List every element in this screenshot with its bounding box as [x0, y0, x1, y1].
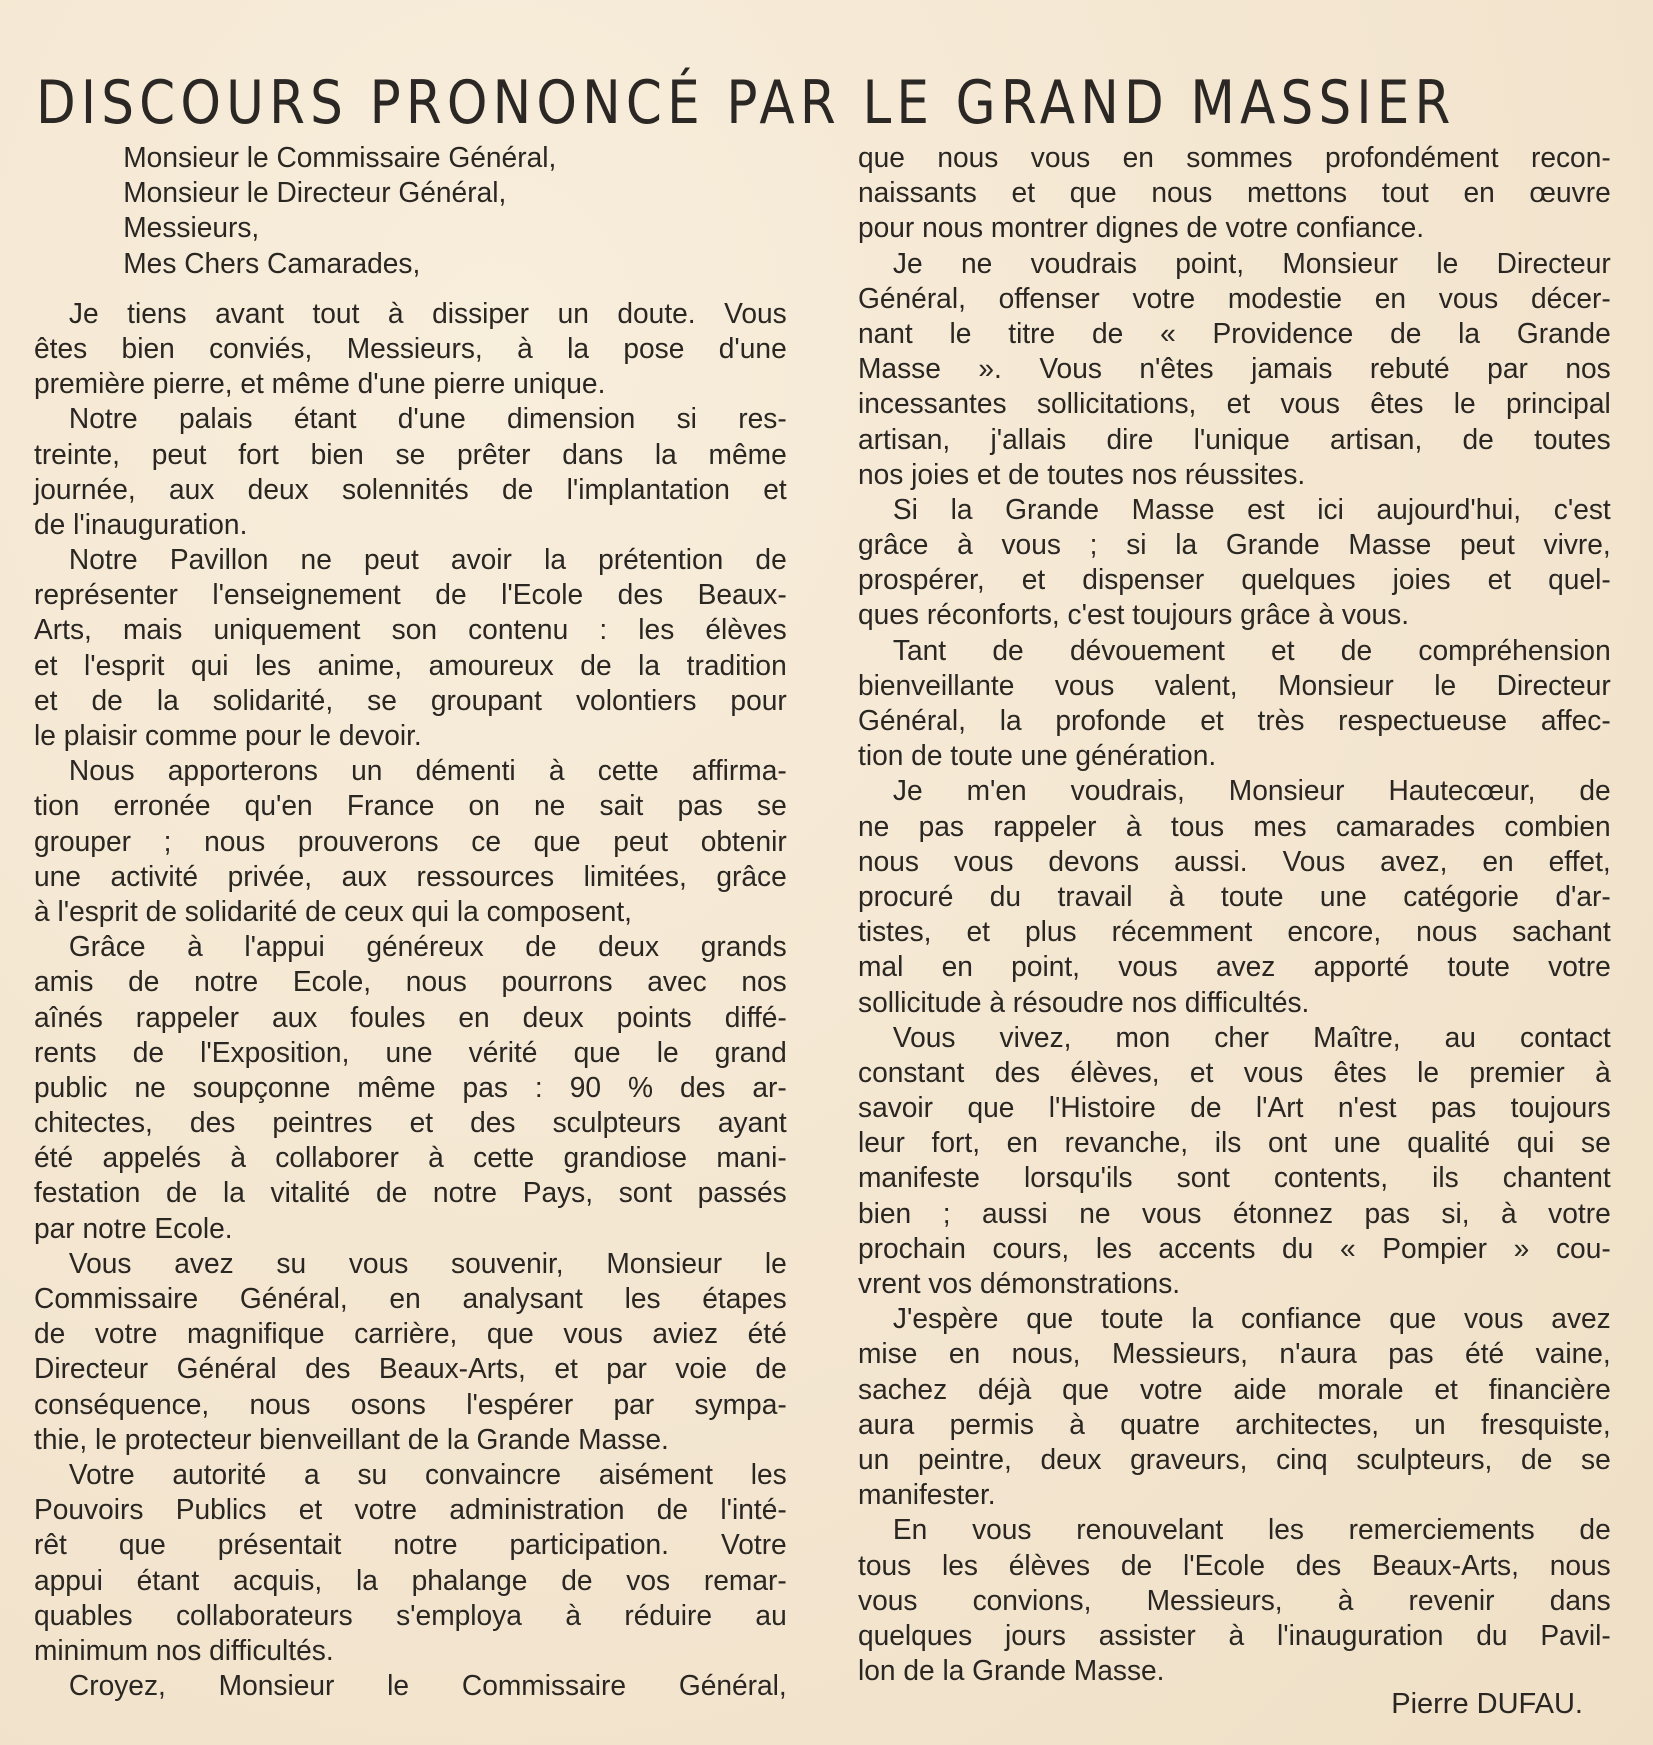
text-line: une activité privée, aux ressources limitées, grâce	[34, 860, 787, 893]
signature: Pierre DUFAU.	[1391, 1688, 1583, 1720]
salutation-block	[34, 141, 810, 282]
right-column-body	[858, 141, 1634, 1689]
text-line: bienveillante vous valent, Monsieur le Directeur	[858, 669, 1611, 702]
text-line: que nous vous en sommes profondément recon-	[858, 142, 1611, 174]
text-line: grâce à vous ; si la Grande Masse peut vivre,	[858, 529, 1611, 562]
text-line: de l'inauguration.	[34, 508, 248, 541]
text-line: êtes bien conviés, Messieurs, à la pose d'une	[34, 332, 787, 365]
text-line: quables collaborateurs s'employa à réduire au	[34, 1599, 787, 1632]
text-line: rents de l'Exposition, une vérité que le grand	[34, 1036, 787, 1069]
text-line: ne pas rappeler à tous mes camarades combien	[858, 810, 1611, 843]
text-line: Je m'en voudrais, Monsieur Hautecœur, de	[892, 775, 1611, 808]
text-line: Tant de dévouement et de compréhension	[892, 634, 1611, 667]
text-line: quelques jours assister à l'inauguration du Pavil-	[858, 1619, 1611, 1652]
text-line: procuré du travail à toute une catégorie d'ar-	[858, 880, 1611, 913]
text-line: minimum nos difficultés.	[34, 1634, 334, 1667]
text-line: chitectes, des peintres et des sculpteurs ayant	[34, 1107, 787, 1140]
text-line: public ne soupçonne même pas : 90 % des ar-	[34, 1071, 787, 1104]
text-line: Général, offenser votre modestie en vous décer-	[858, 282, 1611, 315]
text-line: Votre autorité a su convaincre aisément les	[68, 1458, 787, 1491]
text-line: Notre Pavillon ne peut avoir la prétention de	[68, 544, 787, 577]
text-line: été appelés à collaborer à cette grandiose mani-	[34, 1142, 787, 1175]
text-line: mal en point, vous avez apporté toute votre	[858, 951, 1611, 984]
spacer	[34, 282, 810, 297]
text-line: incessantes sollicitations, et vous êtes le principal	[858, 388, 1611, 421]
article-title: DISCOURS PRONONCÉ PAR LE GRAND MASSIER	[36, 68, 1456, 139]
salutation-line: Monsieur le Commissaire Général,	[123, 142, 557, 174]
right-column	[858, 141, 1634, 1689]
text-line: nos joies et de toutes nos réussites.	[858, 458, 1306, 491]
text-line: mise en nous, Messieurs, n'aura pas été vaine,	[858, 1338, 1611, 1371]
text-line: vous convions, Messieurs, à revenir dans	[858, 1584, 1611, 1617]
text-line: Général, la profonde et très respectueuse affec-	[858, 705, 1611, 737]
text-line: grouper ; nous prouverons ce que peut obtenir	[34, 825, 787, 858]
text-line: Je ne voudrais point, Monsieur le Directeur	[892, 247, 1611, 280]
text-line: vrent vos démonstrations.	[858, 1268, 1181, 1300]
text-line: tion de toute une génération.	[858, 740, 1217, 773]
text-line: tion erronée qu'en France on ne sait pas se	[34, 790, 787, 823]
text-line: manifester.	[858, 1479, 996, 1512]
text-line: Directeur Général des Beaux-Arts, et par voie de	[34, 1353, 787, 1386]
text-line: pour nous montrer dignes de votre confiance.	[858, 212, 1425, 245]
text-line: J'espère que toute la confiance que vous avez	[892, 1303, 1611, 1336]
left-column	[34, 141, 810, 1704]
text-line: Si la Grande Masse est ici aujourd'hui, c'est	[892, 493, 1611, 526]
text-line: manifeste lorsqu'ils sont contents, ils chantent	[858, 1162, 1611, 1195]
text-line: bien ; aussi ne vous étonnez pas si, à votre	[858, 1197, 1611, 1230]
text-line: Vous avez su vous souvenir, Monsieur le	[68, 1247, 787, 1280]
salutation-line: Mes Chers Camarades,	[123, 247, 421, 280]
text-line: amis de notre Ecole, nous pourrons avec nos	[34, 966, 787, 999]
text-line: sollicitude à résoudre nos difficultés.	[858, 986, 1310, 1019]
text-line: constant des élèves, et vous êtes le premier à	[858, 1056, 1611, 1089]
text-line: journée, aux deux solennités de l'implantation et	[34, 473, 787, 506]
left-column-body	[34, 297, 810, 1705]
text-line: un peintre, deux graveurs, cinq sculpteurs, de se	[858, 1443, 1611, 1476]
salutation-line: Messieurs,	[123, 212, 260, 245]
text-line: Nous apporterons un démenti à cette affirma-	[68, 755, 787, 788]
text-line: et l'esprit qui les anime, amoureux de la tradition	[34, 649, 787, 682]
text-line: tistes, et plus récemment encore, nous sachant	[858, 916, 1611, 949]
text-line: représenter l'enseignement de l'Ecole des Beaux-	[34, 579, 787, 612]
text-line: rêt que présentait notre participation. Votre	[34, 1529, 787, 1562]
text-line: savoir que l'Histoire de l'Art n'est pas toujours	[858, 1092, 1611, 1125]
text-line: conséquence, nous osons l'espérer par sympa-	[34, 1388, 787, 1421]
text-line: nous vous devons aussi. Vous avez, en effet,	[858, 845, 1611, 878]
text-line: par notre Ecole.	[34, 1212, 233, 1245]
text-line: En vous renouvelant les remerciements de	[892, 1514, 1611, 1547]
text-line: sachez déjà que votre aide morale et financière	[858, 1373, 1611, 1406]
text-line: appui étant acquis, la phalange de vos remar-	[34, 1564, 787, 1597]
text-line: aînés rappeler aux foules en deux points diffé-	[34, 1001, 787, 1034]
text-line: festation de la vitalité de notre Pays, sont passés	[34, 1177, 787, 1210]
text-line: Croyez, Monsieur le Commissaire Général,	[68, 1670, 787, 1703]
text-line: ques réconforts, c'est toujours grâce à vous.	[858, 599, 1410, 632]
text-line: première pierre, et même d'une pierre unique.	[34, 368, 606, 401]
text-line: prochain cours, les accents du « Pompier » cou-	[858, 1232, 1611, 1265]
text-line: naissants et que nous mettons tout en œuvre	[858, 177, 1611, 210]
text-line: Masse ». Vous n'êtes jamais rebuté par nos	[858, 353, 1611, 386]
text-line: lon de la Grande Masse.	[858, 1655, 1165, 1688]
text-line: Grâce à l'appui généreux de deux grands	[68, 931, 787, 964]
text-line: Commissaire Général, en analysant les étapes	[34, 1283, 787, 1315]
text-line: Arts, mais uniquement son contenu : les élèves	[34, 614, 787, 647]
text-line: artisan, j'allais dire l'unique artisan, de toutes	[858, 423, 1611, 456]
text-line: le plaisir comme pour le devoir.	[34, 720, 422, 752]
text-line: thie, le protecteur bienveillant de la Grande Masse.	[34, 1423, 669, 1456]
text-line: Notre palais étant d'une dimension si res-	[68, 403, 787, 436]
text-line: Pouvoirs Publics et votre administration de l'inté-	[34, 1494, 787, 1527]
text-line: nant le titre de « Providence de la Grande	[858, 317, 1611, 350]
text-line: à l'esprit de solidarité de ceux qui la composent,	[34, 895, 633, 928]
text-line: leur fort, en revanche, ils ont une qualité qui se	[858, 1127, 1611, 1160]
text-line: tous les élèves de l'Ecole des Beaux-Arts, nous	[858, 1549, 1611, 1582]
text-line: aura permis à quatre architectes, un fresquiste,	[858, 1408, 1611, 1441]
text-line: treinte, peut fort bien se prêter dans la même	[34, 438, 787, 471]
text-line: Je tiens avant tout à dissiper un doute. Vous	[68, 297, 787, 330]
text-line: de votre magnifique carrière, que vous aviez été	[34, 1318, 787, 1351]
text-line: et de la solidarité, se groupant volontiers pour	[34, 684, 787, 717]
text-line: prospérer, et dispenser quelques joies et quel-	[858, 564, 1611, 597]
salutation-line: Monsieur le Directeur Général,	[123, 177, 507, 210]
text-line: Vous vivez, mon cher Maître, au contact	[892, 1021, 1611, 1054]
